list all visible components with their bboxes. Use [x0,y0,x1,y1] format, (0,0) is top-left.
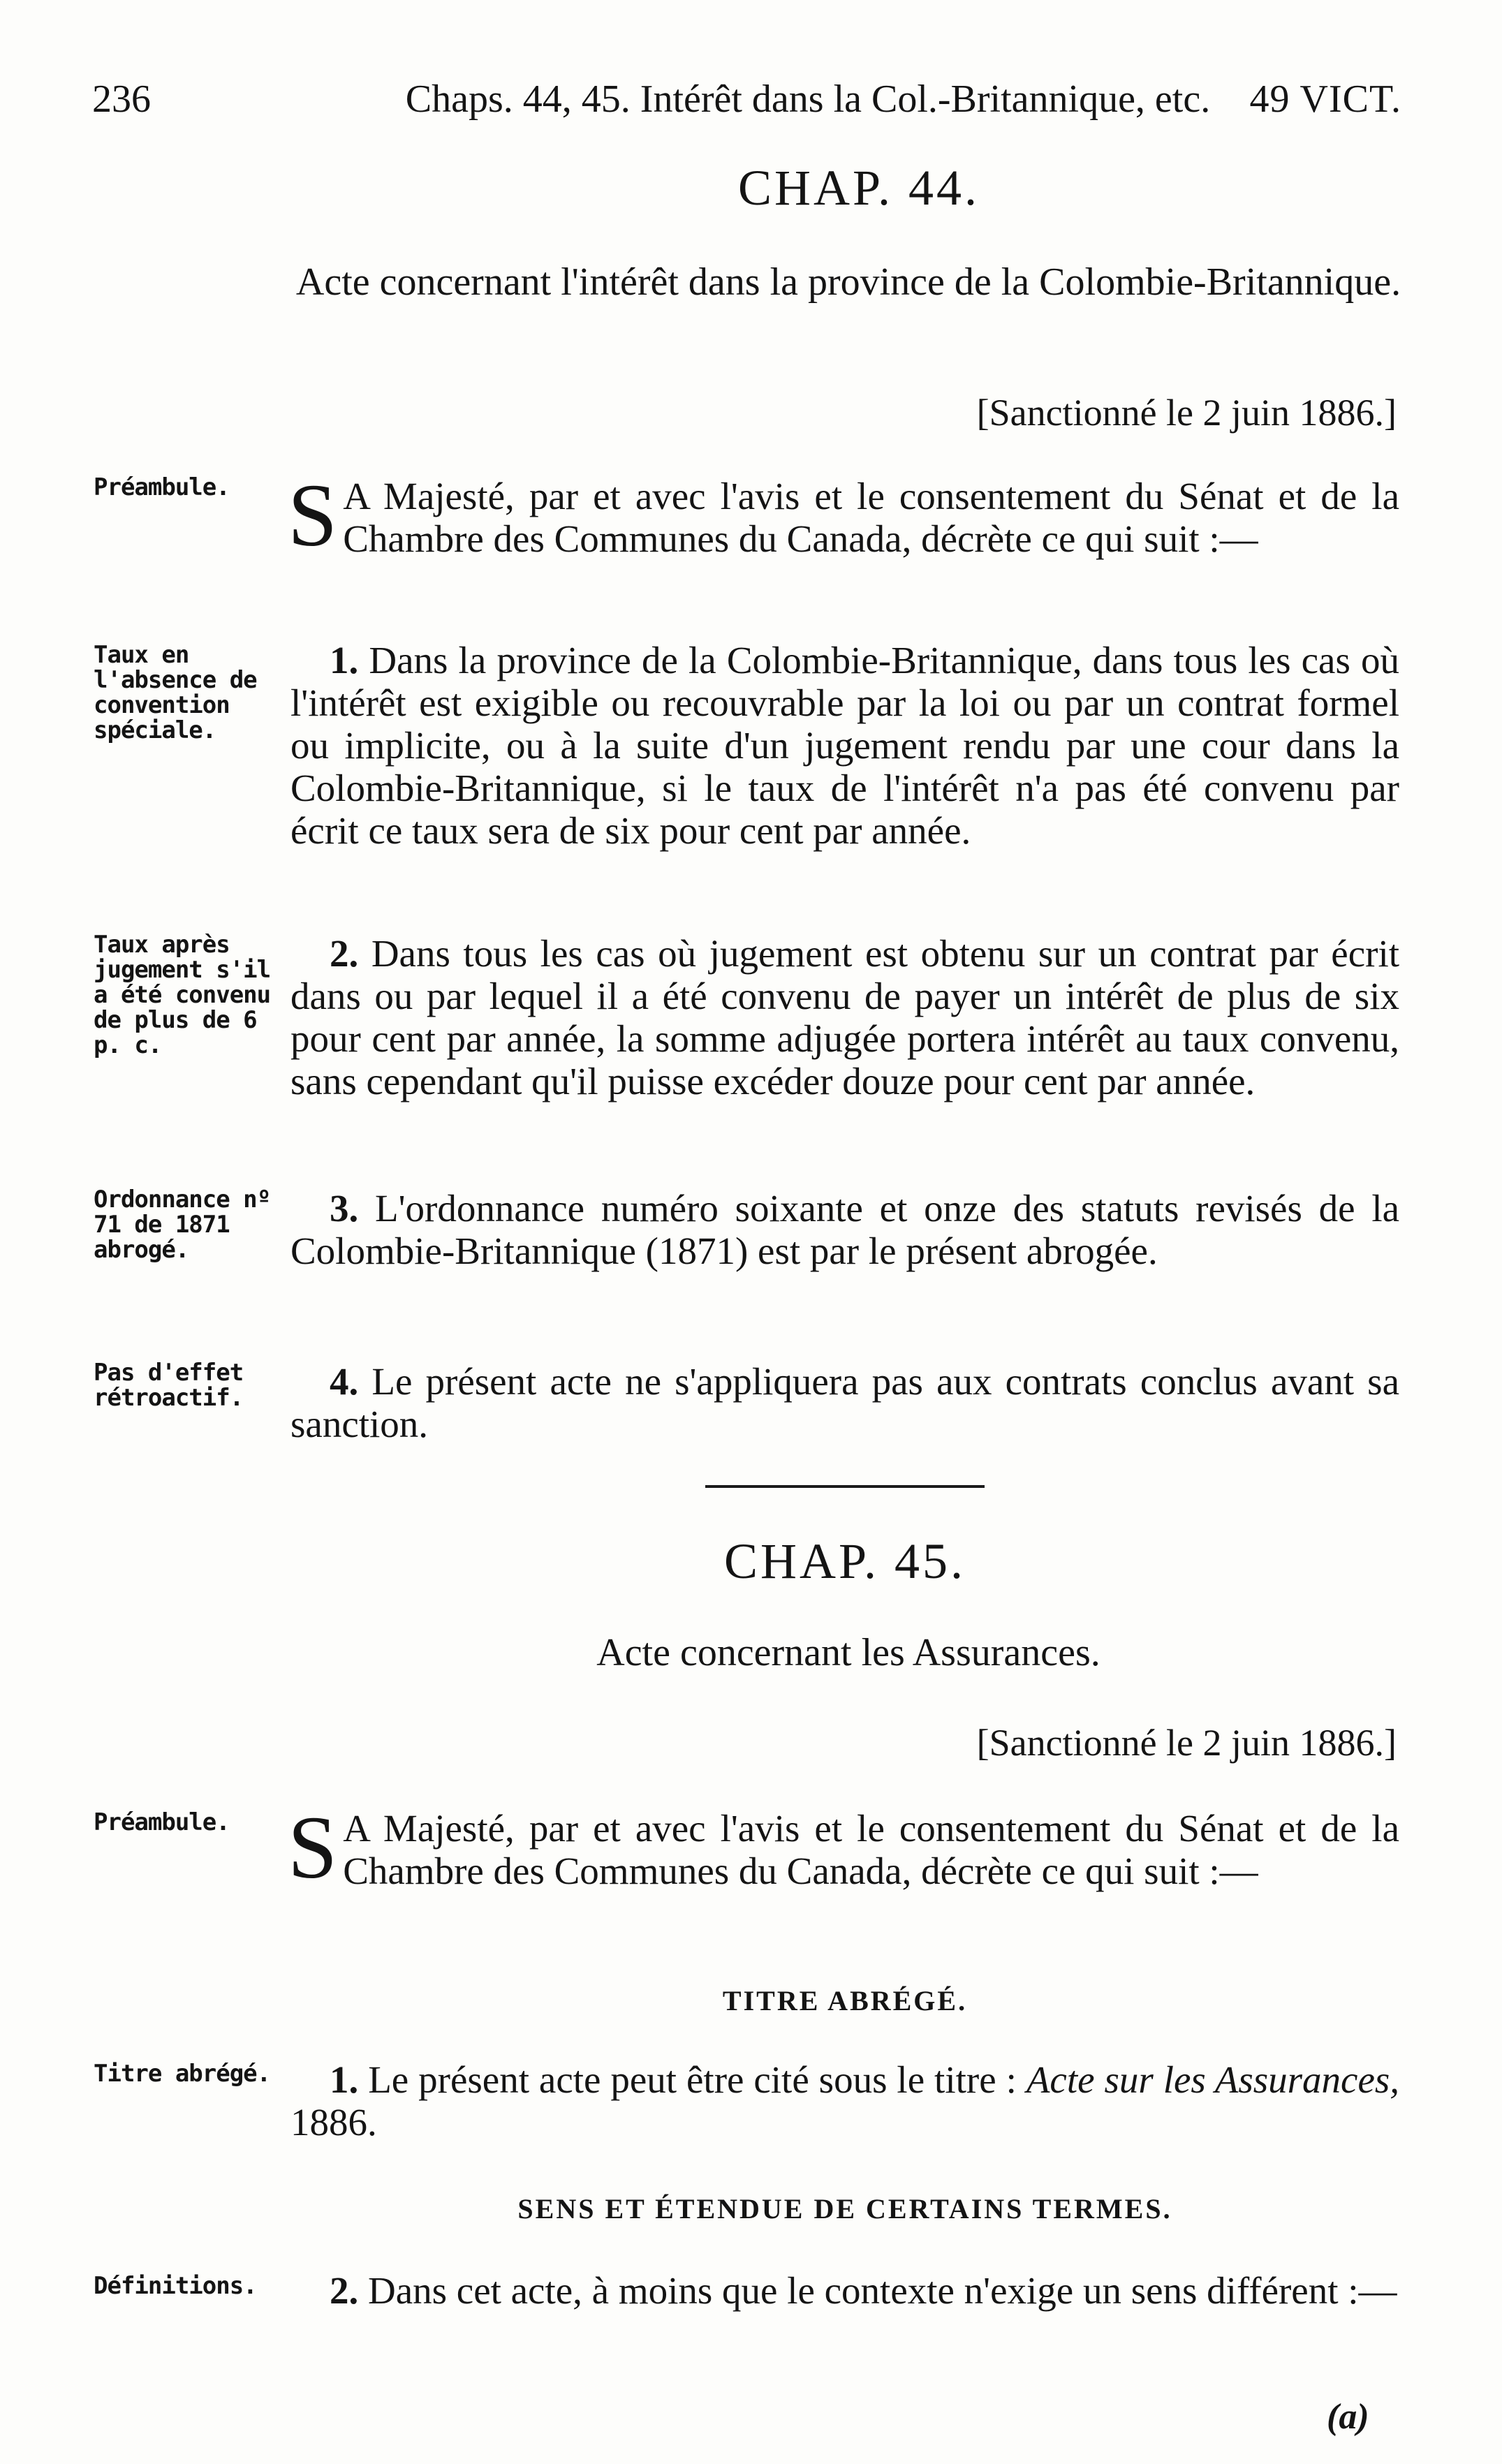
short-title-italic: Acte sur les Assurances, [1026,2058,1400,2101]
running-head-regnal: 49 VICT. [1249,78,1401,121]
section-number: 4. [330,1360,359,1403]
subheading-definitions: SENS ET ÉTENDUE DE CERTAINS TERMES. [517,2193,1172,2225]
chapter-45-title: Acte concernant les Assurances. [596,1631,1100,1674]
margin-note-section-2: Taux après jugement s'il a été convenu de plus de 6 p. c. [94,931,271,1059]
dropcap-s: S [288,466,338,565]
section-number: 2. [330,932,359,975]
section-number: 1. [330,2058,359,2101]
chapter-45-sanction: [Sanctionné le 2 juin 1886.] [976,1722,1397,1764]
chapter-44-sanction: [Sanctionné le 2 juin 1886.] [976,392,1397,434]
chapter-44-title: Acte concernant l'intérêt dans la province de la Colombie-Britannique. [295,260,1401,304]
chapter-45-preamble: S A Majesté, par et avec l'avis et le consentement du Sénat et de la Chambre des Communes du Canada, décrète ce qui suit :— [288,1798,1399,1897]
dropcap-s: S [288,1798,338,1897]
margin-note-preamble-45: Préambule. [94,1808,230,1836]
chapter-44-section-1: 1. Dans la province de la Colombie-Britannique, dans tous les cas où l'intérêt est exigible ou recouvrable par la loi ou par un contrat formel ou implicite, ou à la suite d'un jugement rendu par une cour dans la Colombie-Britannique, si le taux de l'intérêt n'a pas été convenu par écrit ce taux sera de six pour cent par année. [290,639,1399,852]
margin-note-section-1: Taux en l'absence de convention spéciale. [94,641,257,744]
margin-note-short-title: Titre abrégé. [94,2060,271,2088]
subheading-short-title: TITRE ABRÉGÉ. [722,1985,968,2016]
section-number: 3. [330,1187,359,1230]
section-number: 1. [330,639,359,681]
margin-note-definitions: Définitions. [94,2272,257,2300]
chapter-44-section-3: 3. L'ordonnance numéro soixante et onze des statuts revisés de la Colombie-Britannique (1871) est par le présent abrogée. [290,1187,1400,1272]
margin-note-preamble-44: Préambule. [94,473,230,501]
margin-note-section-4: Pas d'effet rétroactif. [94,1359,244,1412]
chapter-45-section-1: 1. Le présent acte peut être cité sous le titre : Acte sur les Assurances, 1886. [290,2058,1400,2144]
chapter-44-section-2: 2. Dans tous les cas où jugement est obtenu sur un contrat par écrit dans ou par lequel il a été convenu de payer un intérêt de plus de six pour cent par année, la somme adjugée portera intérêt au taux convenu, sans cependant qu'il puisse excéder douze pour cent par année. [290,932,1400,1102]
chapter-45-section-2: 2. Dans cet acte, à moins que le contexte n'exige un sens différent :— [330,2269,1397,2312]
chapter-44-preamble: S A Majesté, par et avec l'avis et le consentement du Sénat et de la Chambre des Communes du Canada, décrète ce qui suit :— [288,466,1399,565]
continuation-marker: (a) [1327,2397,1369,2437]
chapter-divider [705,1485,985,1488]
running-head-title: Chaps. 44, 45. Intérêt dans la Col.-Britannique, etc. [405,78,1211,121]
chapter-44-heading: CHAP. 44. [737,160,980,216]
margin-note-section-3: Ordonnance nº 71 de 1871 abrogé. [94,1186,271,1264]
page-number: 236 [92,78,151,121]
chapter-44-section-4: 4. Le présent acte ne s'appliquera pas aux contrats conclus avant sa sanction. [290,1360,1399,1445]
chapter-45-heading: CHAP. 45. [723,1533,966,1589]
section-number: 2. [330,2269,359,2312]
